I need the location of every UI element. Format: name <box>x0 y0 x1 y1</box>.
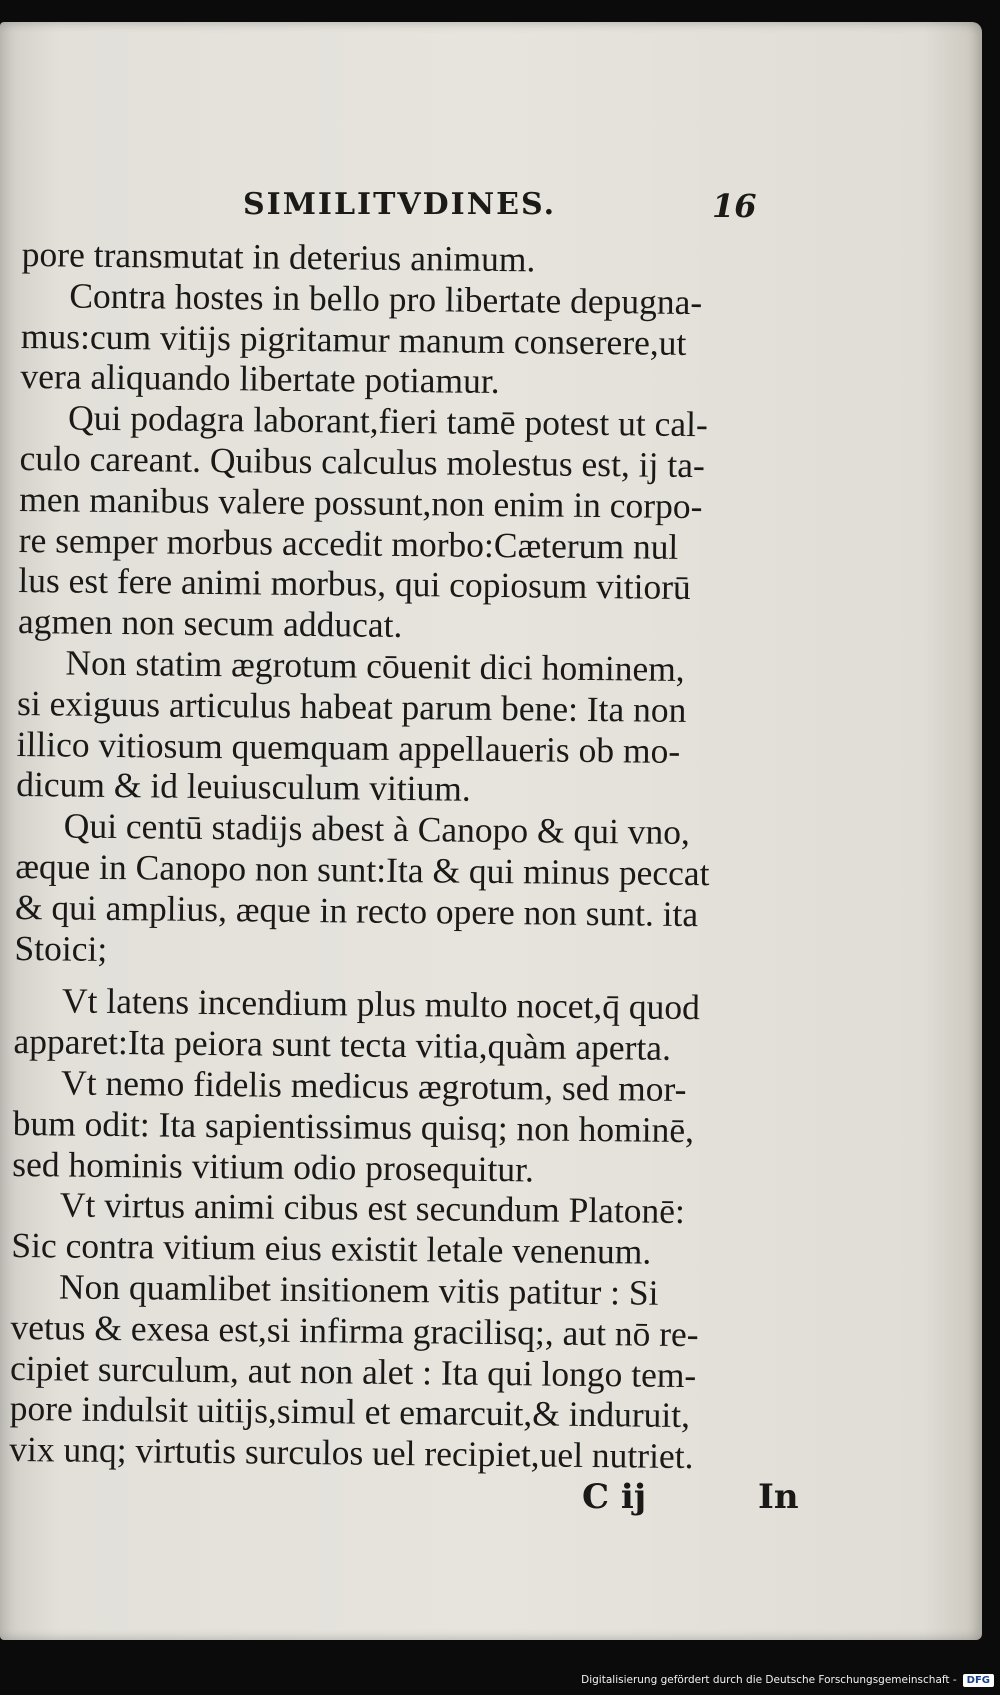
signature-mark: C ij <box>582 1477 647 1517</box>
text-line: dicum & id leuiusculum vitium. <box>16 764 471 810</box>
text-line: vera aliquando libertate potiamur. <box>20 356 500 402</box>
text-line: Contra hostes in bello pro libertate depugna- <box>69 275 703 322</box>
text-line: apparet:Ita peiora sunt tecta vitia,quàm aperta. <box>13 1021 672 1068</box>
text-line: Vt virtus animi cibus est secundum Platonē: <box>59 1184 686 1232</box>
running-title: SIMILITVDINES. <box>243 187 557 222</box>
text-line: si exiguus articulus habeat parum bene: Ita non <box>16 682 687 730</box>
text-line: cipiet surculum, aut non alet : Ita qui longo tem- <box>9 1347 697 1395</box>
text-line: culo careant. Quibus calculus molestus est, ij ta- <box>19 437 705 486</box>
text-line: Sic contra vitium eius existit letale venenum. <box>11 1225 652 1272</box>
text-line: agmen non secum adducat. <box>17 601 403 646</box>
text-line: Non quamlibet insitionem vitis patitur : Si <box>58 1266 659 1313</box>
text-line: & qui amplius, æque in recto opere non sunt. ita <box>14 886 699 934</box>
digitization-credit <box>581 1671 994 1689</box>
text-line: lus est fere animi morbus, qui copiosum vitiorū <box>18 560 691 608</box>
text-line: vetus & exesa est,si infirma gracilisq;, aut nō re- <box>10 1306 699 1354</box>
signature-line <box>0 1477 982 1527</box>
text-line: Qui centū stadijs abest à Canopo & qui vno, <box>63 805 691 853</box>
running-header <box>0 177 982 237</box>
book-page <box>0 22 982 1640</box>
dfg-logo: DFG <box>963 1674 994 1687</box>
text-line: sed hominis vitium odio prosequitur. <box>12 1143 535 1189</box>
text-line: men manibus valere possunt,non enim in corpo- <box>19 478 703 526</box>
credit-text: Digitalisierung gefördert durch die Deutsche Forschungsgemeinschaft - <box>581 1674 957 1686</box>
text-line: Vt nemo fidelis medicus ægrotum, sed mor- <box>60 1062 687 1109</box>
text-line: bum odit: Ita sapientissimus quisq; non hominē, <box>12 1102 695 1150</box>
text-line: vix unq; virtutis surculos uel recipiet,uel nutriet. <box>9 1429 694 1477</box>
text-line: Qui podagra laborant,fieri tamē potest ut cal- <box>67 397 709 445</box>
text-line: Non statim ægrotum cōuenit dici hominem, <box>65 642 685 689</box>
body-text <box>9 234 842 1478</box>
text-line: pore transmutat in deterius animum. <box>21 234 536 280</box>
text-line: illico vitiosum quemquam appellaueris ob mo- <box>16 723 681 771</box>
text-line: re semper morbus accedit morbo:Cæterum nul <box>18 519 679 567</box>
text-line: pore indulsit uitijs,simul et emarcuit,& induruit, <box>9 1388 691 1436</box>
text-line: Vt latens incendium plus multo nocet,q̄ quod <box>61 980 701 1028</box>
catchword: In <box>758 1477 799 1517</box>
page-number: 16 <box>712 187 757 225</box>
text-line: æque in Canopo non sunt:Ita & qui minus peccat <box>15 845 710 894</box>
text-line: mus:cum vitijs pigritamur manum conserere,ut <box>20 315 687 363</box>
text-line: Stoici; <box>14 927 108 969</box>
